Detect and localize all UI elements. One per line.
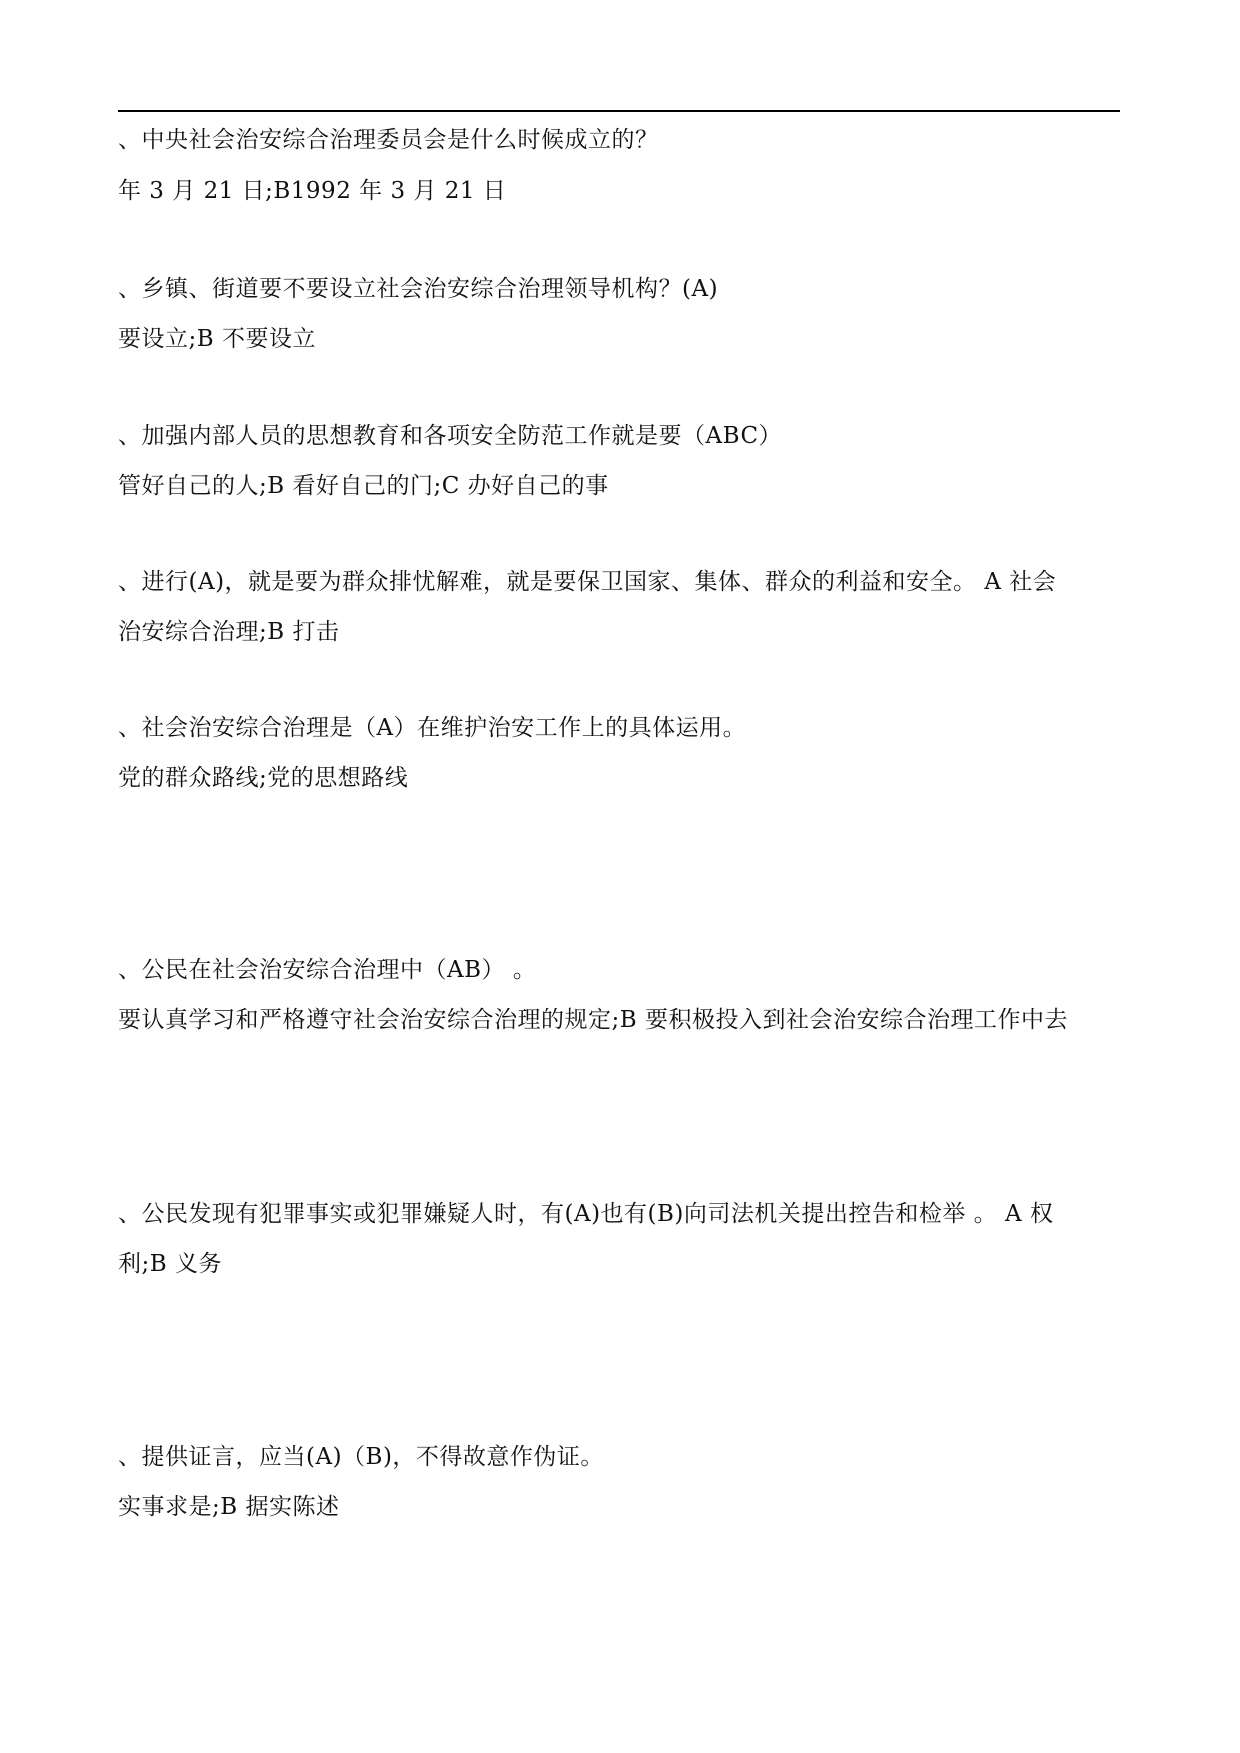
question-text: 、公民发现有犯罪事实或犯罪嫌疑人时，有(A)也有(B)向司法机关提出控告和检举 。 A 权 [118, 1201, 1054, 1227]
answer-options: 要设立;B 不要设立 [118, 326, 316, 352]
question-text: 、加强内部人员的思想教育和各项安全防范工作就是要（ABC） [118, 423, 783, 449]
question-text: 、公民在社会治安综合治理中（AB） 。 [118, 957, 537, 983]
answer-options: 实事求是;B 据实陈述 [118, 1494, 340, 1520]
answer-options: 利;B 义务 [118, 1251, 222, 1277]
question-text: 、社会治安综合治理是（A）在维护治安工作上的具体运用。 [118, 715, 747, 741]
answer-options: 治安综合治理;B 打击 [118, 619, 340, 645]
question-text: 、提供证言，应当(A)（B)，不得故意作伪证。 [118, 1444, 604, 1470]
question-text: 、进行(A)，就是要为群众排忧解难，就是要保卫国家、集体、群众的利益和安全。 A 社会 [118, 569, 1057, 595]
answer-options: 管好自己的人;B 看好自己的门;C 办好自己的事 [118, 473, 609, 499]
question-text: 、乡镇、街道要不要设立社会治安综合治理领导机构？(A) [118, 276, 719, 302]
answer-options: 要认真学习和严格遵守社会治安综合治理的规定;B 要积极投入到社会治安综合治理工作中去 [118, 1007, 1068, 1033]
header-rule [118, 110, 1120, 112]
answer-options: 年 3 月 21 日;B1992 年 3 月 21 日 [118, 178, 507, 204]
question-text: 、中央社会治安综合治理委员会是什么时候成立的？ [118, 127, 659, 153]
answer-options: 党的群众路线;党的思想路线 [118, 765, 409, 791]
